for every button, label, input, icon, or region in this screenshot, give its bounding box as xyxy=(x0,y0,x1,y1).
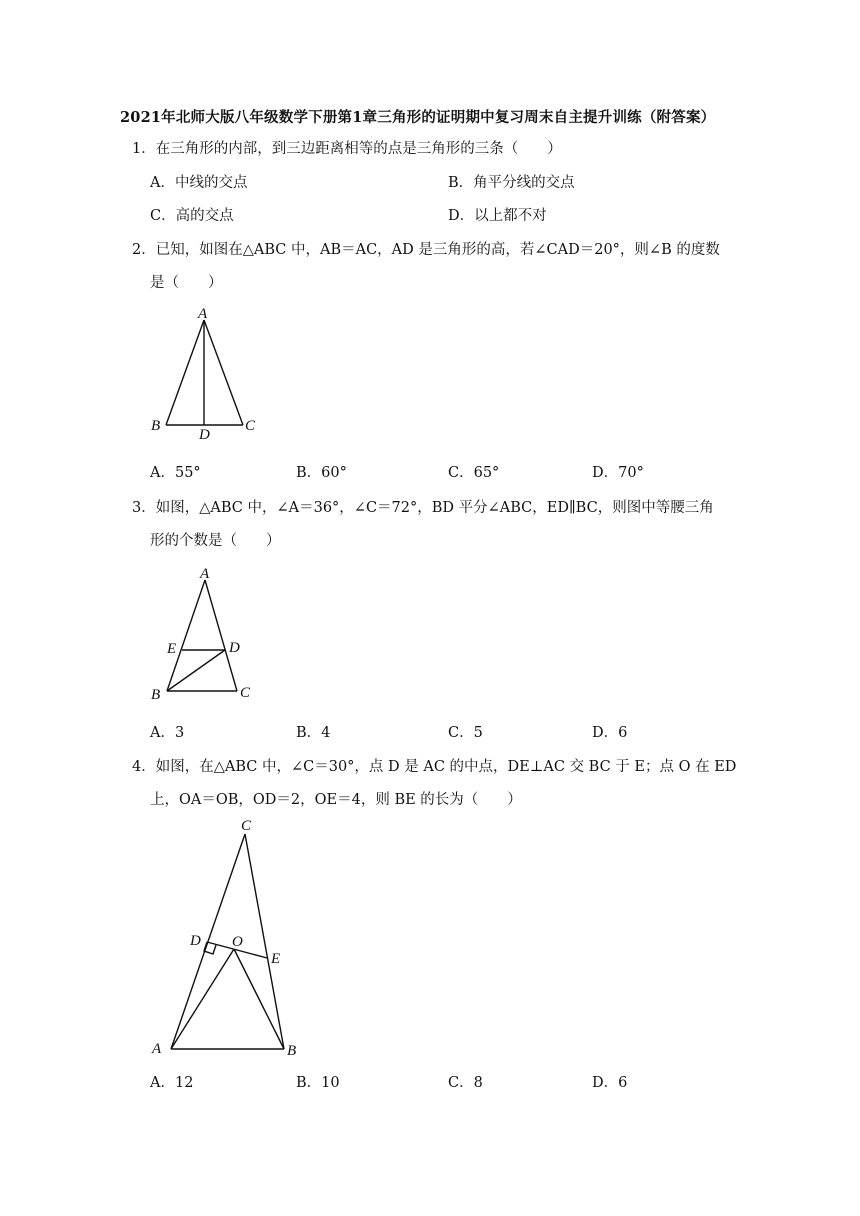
question-4-text-line2: 上，OA＝OB，OD＝2，OE＝4，则 BE 的长为（ ） xyxy=(150,792,522,808)
question-3-text-line2: 形的个数是（ ） xyxy=(150,533,281,549)
q1-option-d: D．以上都不对 xyxy=(448,208,547,224)
question-1-text: 1．在三角形的内部，到三边距离相等的点是三角形的三条（ ） xyxy=(132,141,562,157)
question-4-text-line1: 4．如图，在△ABC 中，∠C＝30°，点 D 是 AC 的中点，DE⊥AC 交 BC 于 E；点 O 在 ED xyxy=(132,759,737,775)
q2-label-c: C xyxy=(245,418,256,434)
q3-triangle-diagram xyxy=(145,560,265,705)
document-title: 2021年北师大版八年级数学下册第1章三角形的证明期中复习周末自主提升训练（附答案） xyxy=(120,109,716,126)
q3-label-d: D xyxy=(229,640,240,656)
q3-label-c: C xyxy=(240,685,251,701)
q4-segment-bc xyxy=(245,834,284,1049)
question-3-text-line1: 3．如图，△ABC 中，∠A＝36°，∠C＝72°，BD 平分∠ABC，ED∥BC，则图中等腰三角 xyxy=(132,500,714,516)
q2-label-d: D xyxy=(199,427,210,443)
q3-option-c: C．5 xyxy=(448,725,483,741)
q4-option-a: A．12 xyxy=(150,1075,194,1091)
q3-option-b: B．4 xyxy=(296,725,331,741)
q2-option-b: B．60° xyxy=(296,465,347,481)
q2-label-b: B xyxy=(151,418,161,434)
q4-option-c: C．8 xyxy=(448,1075,483,1091)
q4-label-a: A xyxy=(152,1041,162,1057)
q3-segment-ab xyxy=(167,580,205,691)
q3-label-a: A xyxy=(200,566,210,582)
q2-figure xyxy=(140,300,270,445)
q3-figure xyxy=(145,560,265,705)
q4-label-e: E xyxy=(271,951,281,967)
q4-label-o: O xyxy=(232,934,243,950)
q2-option-c: C．65° xyxy=(448,465,500,481)
q3-segment-ac xyxy=(205,580,237,691)
q1-option-c: C．高的交点 xyxy=(150,208,234,224)
q4-segment-oa xyxy=(171,949,234,1049)
question-2-text-line1: 2．已知，如图在△ABC 中，AB＝AC，AD 是三角形的高，若∠CAD＝20°，则∠B 的度数 xyxy=(132,242,720,258)
q4-option-b: B．10 xyxy=(296,1075,340,1091)
q3-option-d: D．6 xyxy=(592,725,628,741)
q4-triangle-diagram xyxy=(145,812,315,1062)
q3-label-e: E xyxy=(167,641,177,657)
q2-segment-ab xyxy=(166,320,204,425)
q2-triangle-diagram xyxy=(140,300,270,445)
q4-label-b: B xyxy=(287,1043,297,1059)
q4-option-d: D．6 xyxy=(592,1075,628,1091)
question-2-text-line2: 是（ ） xyxy=(150,275,223,291)
q2-option-d: D．70° xyxy=(592,465,644,481)
q4-figure xyxy=(145,812,315,1062)
q1-option-a: A．中线的交点 xyxy=(150,175,248,191)
q2-segment-ac xyxy=(204,320,243,425)
q3-option-a: A．3 xyxy=(150,725,185,741)
q4-label-d: D xyxy=(190,933,201,949)
q2-option-a: A．55° xyxy=(150,465,201,481)
q3-label-b: B xyxy=(151,687,161,703)
q4-label-c: C xyxy=(241,818,252,834)
q2-label-a: A xyxy=(198,306,208,322)
q1-option-b: B．角平分线的交点 xyxy=(448,175,575,191)
